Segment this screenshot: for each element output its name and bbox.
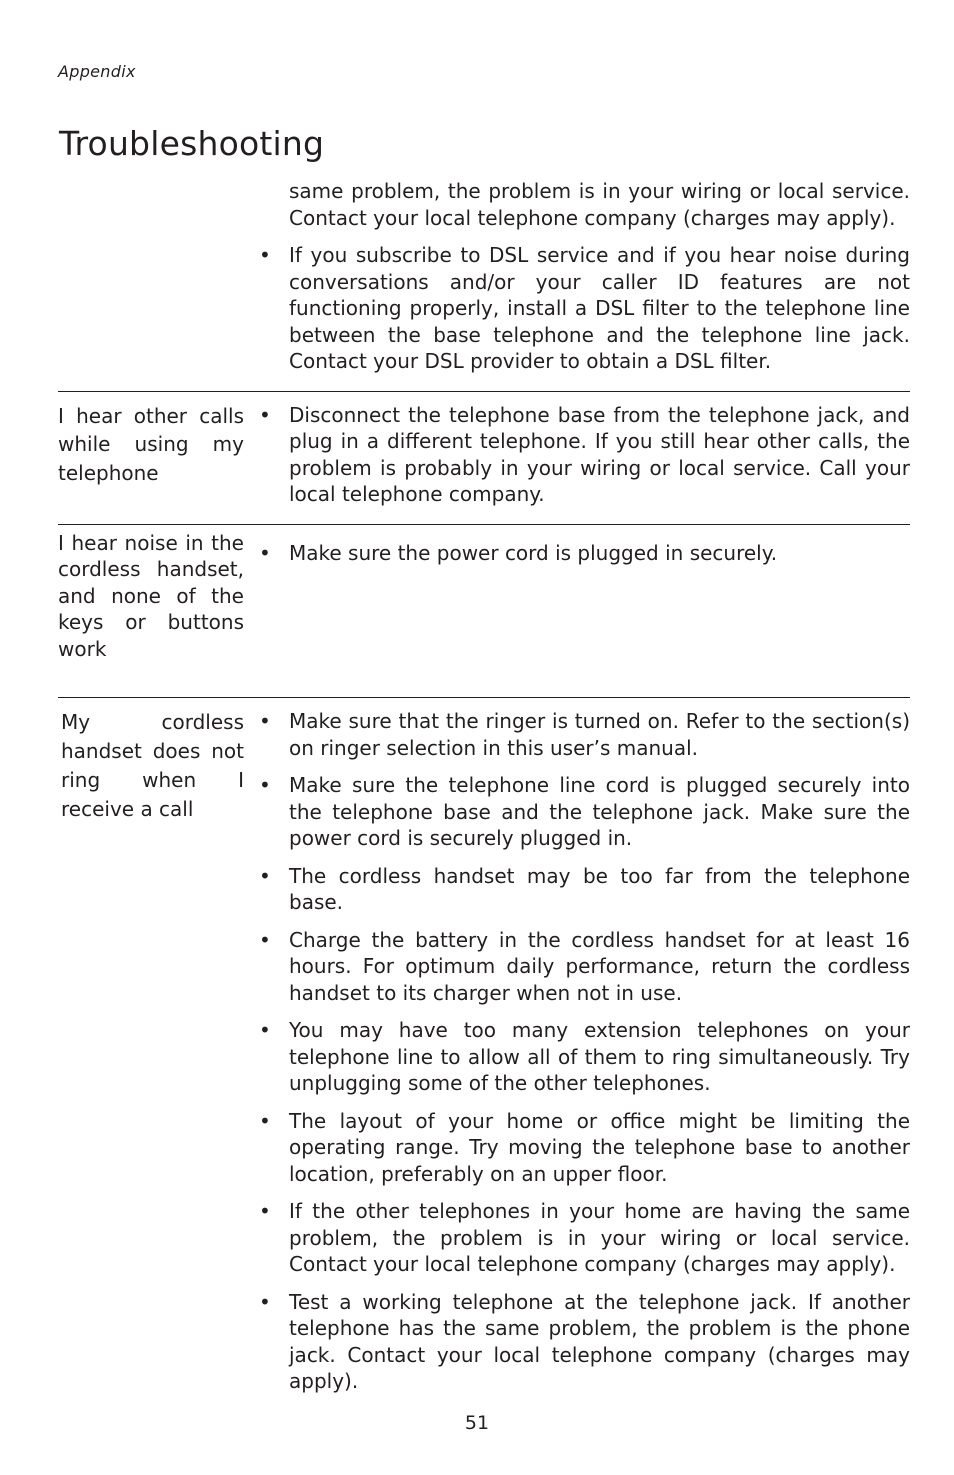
- solution-item: • You may have too many extension telephones on your telephone line to allow all of them to ring simultaneously. Try unplugging some of the other telephones.: [254, 1017, 910, 1097]
- troubleshooting-table: [58, 178, 910, 1395]
- solution-list: [254, 530, 910, 663]
- problem-cell: I hear other calls while using my telephone: [58, 403, 244, 485]
- solution-item: • Make sure the power cord is plugged in securely.: [254, 540, 910, 567]
- solution-item: • The cordless handset may be too far from the telephone base.: [254, 863, 910, 916]
- solution-item: • If the other telephones in your home are having the same problem, the problem is in your wiring or local service. Contact your local telephone company (charges may apply).: [254, 1198, 910, 1278]
- page-number: 51: [464, 1412, 490, 1434]
- table-row: [58, 525, 910, 699]
- table-row: [58, 698, 910, 1395]
- solution-list: [254, 402, 910, 508]
- solution-list: [254, 708, 910, 1395]
- solution-item: • Make sure that the ringer is turned on. Refer to the section(s) on ringer selection in this user’s manual.: [254, 708, 910, 761]
- solution-item: • Charge the battery in the cordless handset for at least 16 hours. For optimum daily performance, return the cordless handset to its charger when not in use.: [254, 927, 910, 1007]
- table-row: [58, 392, 910, 525]
- solution-item: • Disconnect the telephone base from the telephone jack, and plug in a different telephone. If you still hear other calls, the problem is probably in your wiring or local service. Call your local telephone company.: [254, 402, 910, 508]
- solution-item: • If you subscribe to DSL service and if you hear noise during conversations and/or your caller ID features are not functioning properly, install a DSL filter to the telephone line between the base telephone and the telephone line jack. Contact your DSL provider to obtain a DSL filter.: [254, 242, 910, 375]
- problem-cell: My cordless handset does not ring when I receive a call: [61, 710, 244, 821]
- page-title: Troubleshooting: [59, 124, 325, 163]
- problem-cell: [58, 178, 254, 375]
- solution-item: • The layout of your home or office might be limiting the operating range. Try moving the telephone base to another location, preferably on an upper floor.: [254, 1108, 910, 1188]
- table-row: [58, 178, 910, 392]
- problem-cell: I hear noise in the cordless handset, and none of the keys or buttons work: [58, 530, 244, 661]
- solution-list: [254, 178, 910, 375]
- solution-item: same problem, the problem is in your wiring or local service. Contact your local telephone company (charges may apply).: [289, 179, 910, 230]
- section-header: Appendix: [58, 62, 136, 81]
- solution-item: • Make sure the telephone line cord is plugged securely into the telephone base and the telephone jack. Make sure the power cord is securely plugged in.: [254, 772, 910, 852]
- solution-item: • Test a working telephone at the telephone jack. If another telephone has the same problem, the problem is the phone jack. Contact your local telephone company (charges may apply).: [254, 1289, 910, 1395]
